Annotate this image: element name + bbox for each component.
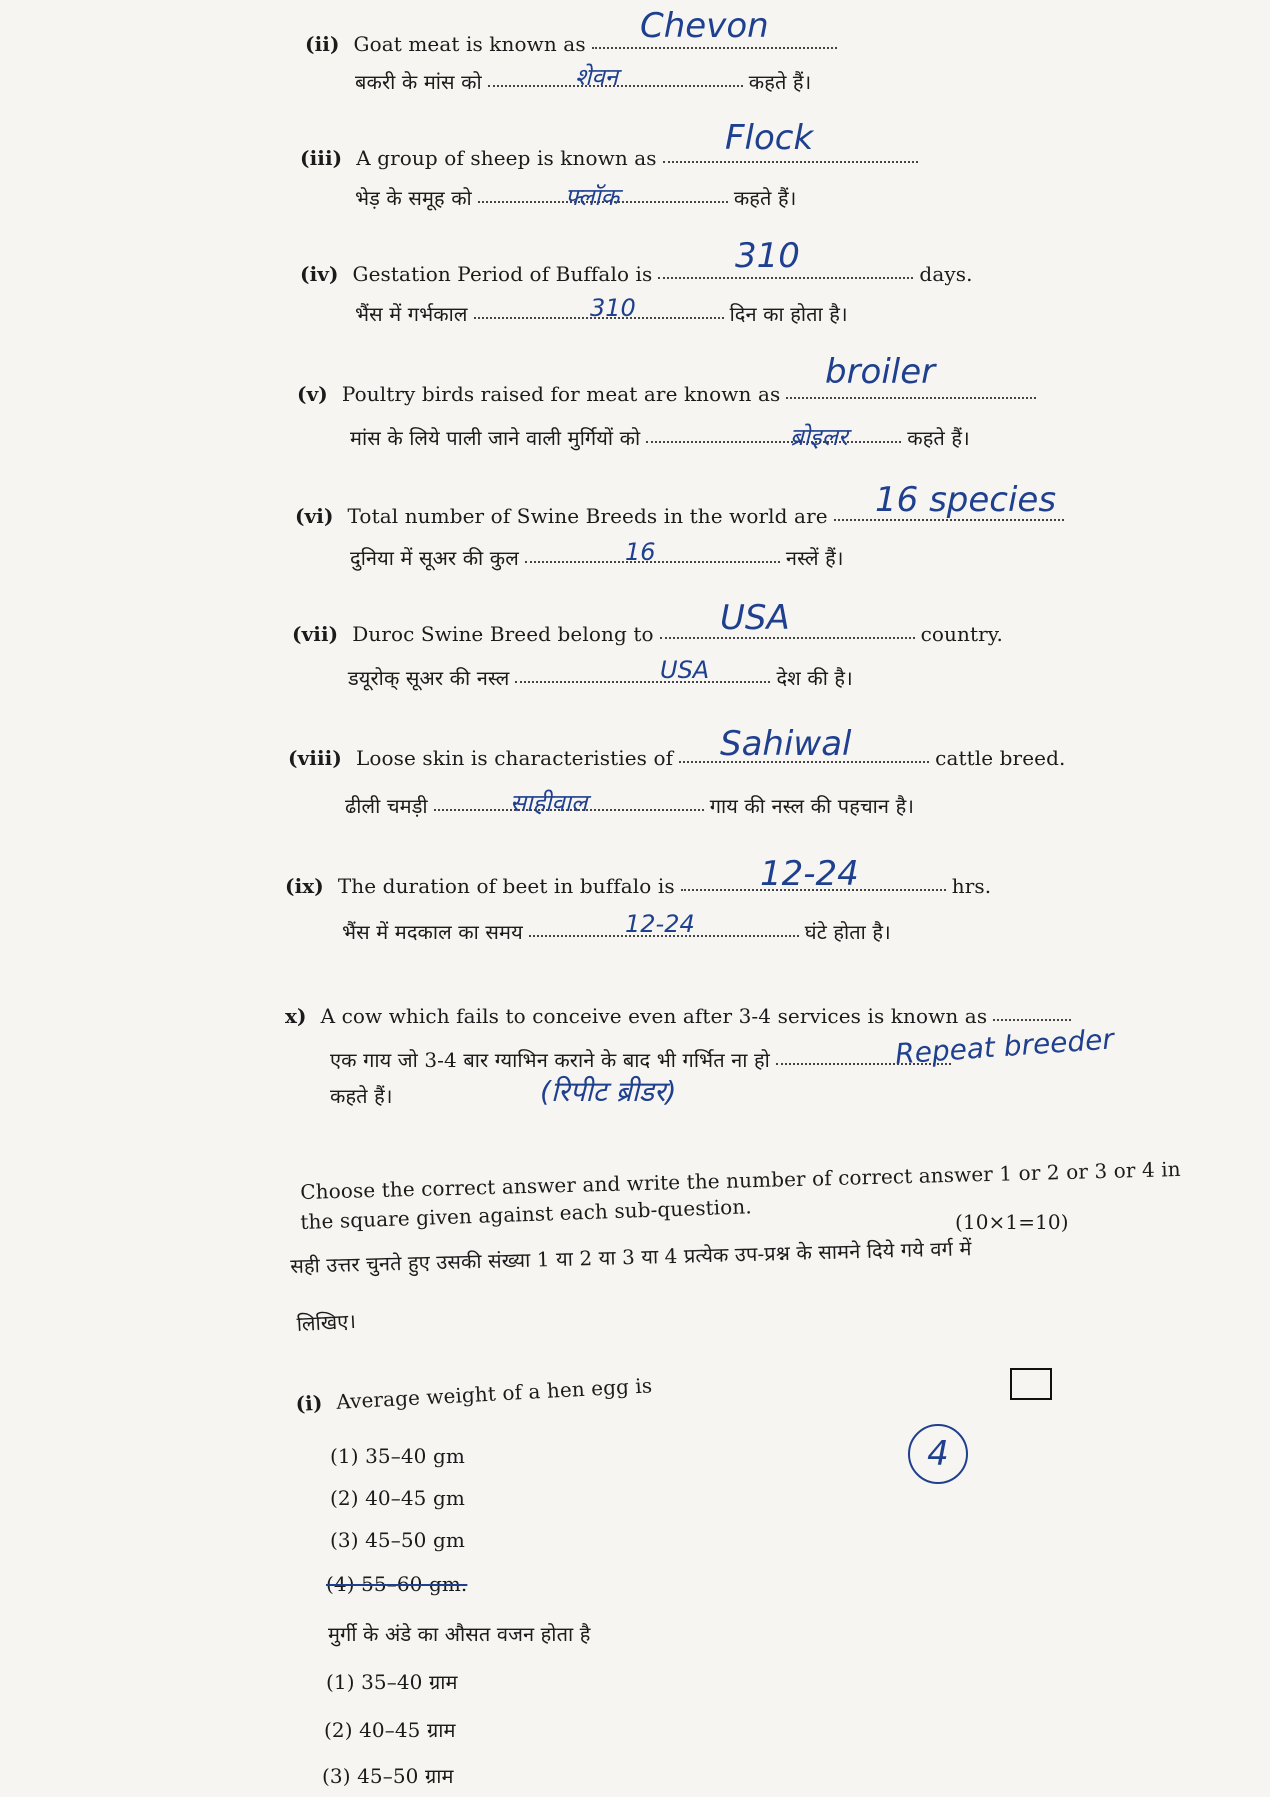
question-number: (vii) <box>292 622 339 646</box>
question-suffix-hindi: नस्लें हैं। <box>785 546 844 570</box>
question-text: Gestation Period of Buffalo is <box>352 262 653 286</box>
handwritten-answer: 12-24 <box>760 854 859 894</box>
circled-answer: 4 <box>908 1424 968 1484</box>
handwritten-answer-hindi: ब्रोइलर <box>790 423 848 451</box>
handwritten-answer: 16 species <box>875 480 1057 520</box>
handwritten-answer: broiler <box>825 352 936 392</box>
section-marks: (10×1=10) <box>955 1210 1069 1234</box>
question-text-hindi: डयूरोक् सूअर की नस्ल <box>348 666 510 690</box>
question-8-en <box>288 746 1065 770</box>
question-text: Loose skin is characteristies of <box>355 746 674 770</box>
question-suffix: hrs. <box>951 874 992 898</box>
question-6-hi <box>350 544 844 571</box>
question-7-hi <box>348 664 853 691</box>
question-suffix: cattle breed. <box>935 746 1066 770</box>
question-number: (ix) <box>285 874 324 898</box>
question-10-en <box>285 1004 1077 1028</box>
question-text: Poultry birds raised for meat are known as <box>341 382 781 406</box>
question-number: (v) <box>297 382 328 406</box>
mcq-option-en-1[interactable]: (1) 35–40 gm <box>330 1444 465 1468</box>
question-suffix-hindi: घंटे होता है। <box>804 920 891 944</box>
question-suffix-hindi: देश की है। <box>776 666 853 690</box>
question-text: Goat meat is known as <box>353 32 586 56</box>
handwritten-answer-hindi: शेवन <box>575 63 618 91</box>
mcq-option-hi-3[interactable]: (3) 45–50 ग्राम <box>322 1764 454 1788</box>
mcq-option-hi-2[interactable]: (2) 40–45 ग्राम <box>324 1718 456 1742</box>
question-5-hi <box>350 424 970 451</box>
question-4-en <box>300 262 973 286</box>
handwritten-answer-hindi: फ्लॉक <box>565 183 620 211</box>
question-suffix-hindi: कहते हैं। <box>907 426 970 450</box>
question-text-hindi: भैंस में गर्भकाल <box>355 302 468 326</box>
answer-blank[interactable] <box>515 681 770 683</box>
handwritten-answer-hindi: 12-24 <box>625 910 695 938</box>
section-instruction-en-2: the square given against each sub-question. <box>300 1194 753 1234</box>
handwritten-answer-hindi: साहीवाल <box>510 789 588 817</box>
question-9-en <box>285 874 991 898</box>
mcq-option-hi-1[interactable]: (1) 35–40 ग्राम <box>326 1670 458 1694</box>
handwritten-answer: Repeat breeder <box>894 1022 1115 1071</box>
mcq-question-en <box>295 1373 653 1416</box>
question-10-hi <box>330 1046 957 1073</box>
handwritten-answer: Chevon <box>640 6 769 46</box>
question-number: x) <box>285 1004 307 1028</box>
question-number: (iv) <box>300 262 339 286</box>
mcq-question-hi: मुर्गी के अंडे का औसत वजन होता है <box>328 1622 591 1646</box>
question-text: Average weight of a hen egg is <box>335 1373 653 1414</box>
question-10-hi-suffix <box>330 1082 393 1109</box>
answer-blank[interactable] <box>993 1019 1071 1021</box>
mcq-option-en-2[interactable]: (2) 40–45 gm <box>330 1486 465 1510</box>
question-text: A cow which fails to conceive even after 3-4 services is known as <box>320 1004 988 1028</box>
question-number: (iii) <box>300 146 343 170</box>
answer-blank[interactable] <box>592 47 837 49</box>
section-instruction-hi-2: लिखिए। <box>296 1308 357 1336</box>
mcq-option-en-4[interactable]: (4) 55–60 gm. <box>326 1572 468 1596</box>
question-text: The duration of beet in buffalo is <box>337 874 675 898</box>
handwritten-answer: Flock <box>725 118 814 158</box>
question-suffix-hindi: कहते हैं। <box>733 186 797 210</box>
question-suffix-hindi: कहते हैं। <box>330 1084 393 1108</box>
answer-blank[interactable] <box>786 397 1036 399</box>
answer-blank[interactable] <box>658 277 913 279</box>
question-text-hindi: मांस के लिये पाली जाने वाली मुर्गियों को <box>350 426 641 450</box>
question-suffix: country. <box>920 622 1004 646</box>
section-instruction-en-1: Choose the correct answer and write the number of correct answer 1 or 2 or 3 or 4 in <box>300 1156 1181 1204</box>
question-8-hi <box>345 792 914 819</box>
question-text-hindi: दुनिया में सूअर की कुल <box>350 546 519 570</box>
section-instruction-hi-1: सही उत्तर चुनते हुए उसकी संख्या 1 या 2 या 3 या 4 प्रत्येक उप-प्रश्न के सामने दिये गये वर्ग में <box>290 1236 972 1278</box>
mcq-option-en-3[interactable]: (3) 45–50 gm <box>330 1528 465 1552</box>
handwritten-answer-hindi: 310 <box>590 294 636 322</box>
question-text: A group of sheep is known as <box>356 146 657 170</box>
answer-blank[interactable] <box>663 161 918 163</box>
question-number: (ii) <box>305 32 340 56</box>
answer-blank[interactable] <box>646 441 901 443</box>
question-text-hindi: भेड़ के समूह को <box>355 186 472 210</box>
question-text-hindi: बकरी के मांस को <box>355 70 482 94</box>
question-text: Total number of Swine Breeds in the world are <box>347 504 828 528</box>
question-suffix-hindi: गाय की नस्ल की पहचान है। <box>709 794 914 818</box>
handwritten-answer: USA <box>720 598 790 638</box>
question-number: (i) <box>295 1390 324 1416</box>
question-9-hi <box>342 918 891 945</box>
handwritten-answer-hindi: (रिपीट ब्रीडर) <box>540 1075 677 1108</box>
question-text-hindi: ढीली चमड़ी <box>345 794 428 818</box>
question-number: (viii) <box>288 746 342 770</box>
question-3-en <box>300 146 924 170</box>
answer-box[interactable] <box>1010 1368 1052 1400</box>
question-suffix-hindi: कहते हैं। <box>748 70 812 94</box>
question-text-hindi: एक गाय जो 3-4 बार ग्याभिन कराने के बाद भी गर्भित ना हो <box>330 1048 770 1072</box>
handwritten-answer-hindi: 16 <box>625 538 656 566</box>
handwritten-answer: 310 <box>735 236 800 276</box>
question-7-en <box>292 622 1003 646</box>
question-number: (vi) <box>295 504 334 528</box>
question-text-hindi: भैंस में मदकाल का समय <box>342 920 523 944</box>
handwritten-answer: Sahiwal <box>720 724 852 764</box>
question-suffix: days. <box>919 262 973 286</box>
question-suffix-hindi: दिन का होता है। <box>729 302 848 326</box>
question-text: Duroc Swine Breed belong to <box>352 622 654 646</box>
handwritten-answer-hindi: USA <box>660 656 710 684</box>
